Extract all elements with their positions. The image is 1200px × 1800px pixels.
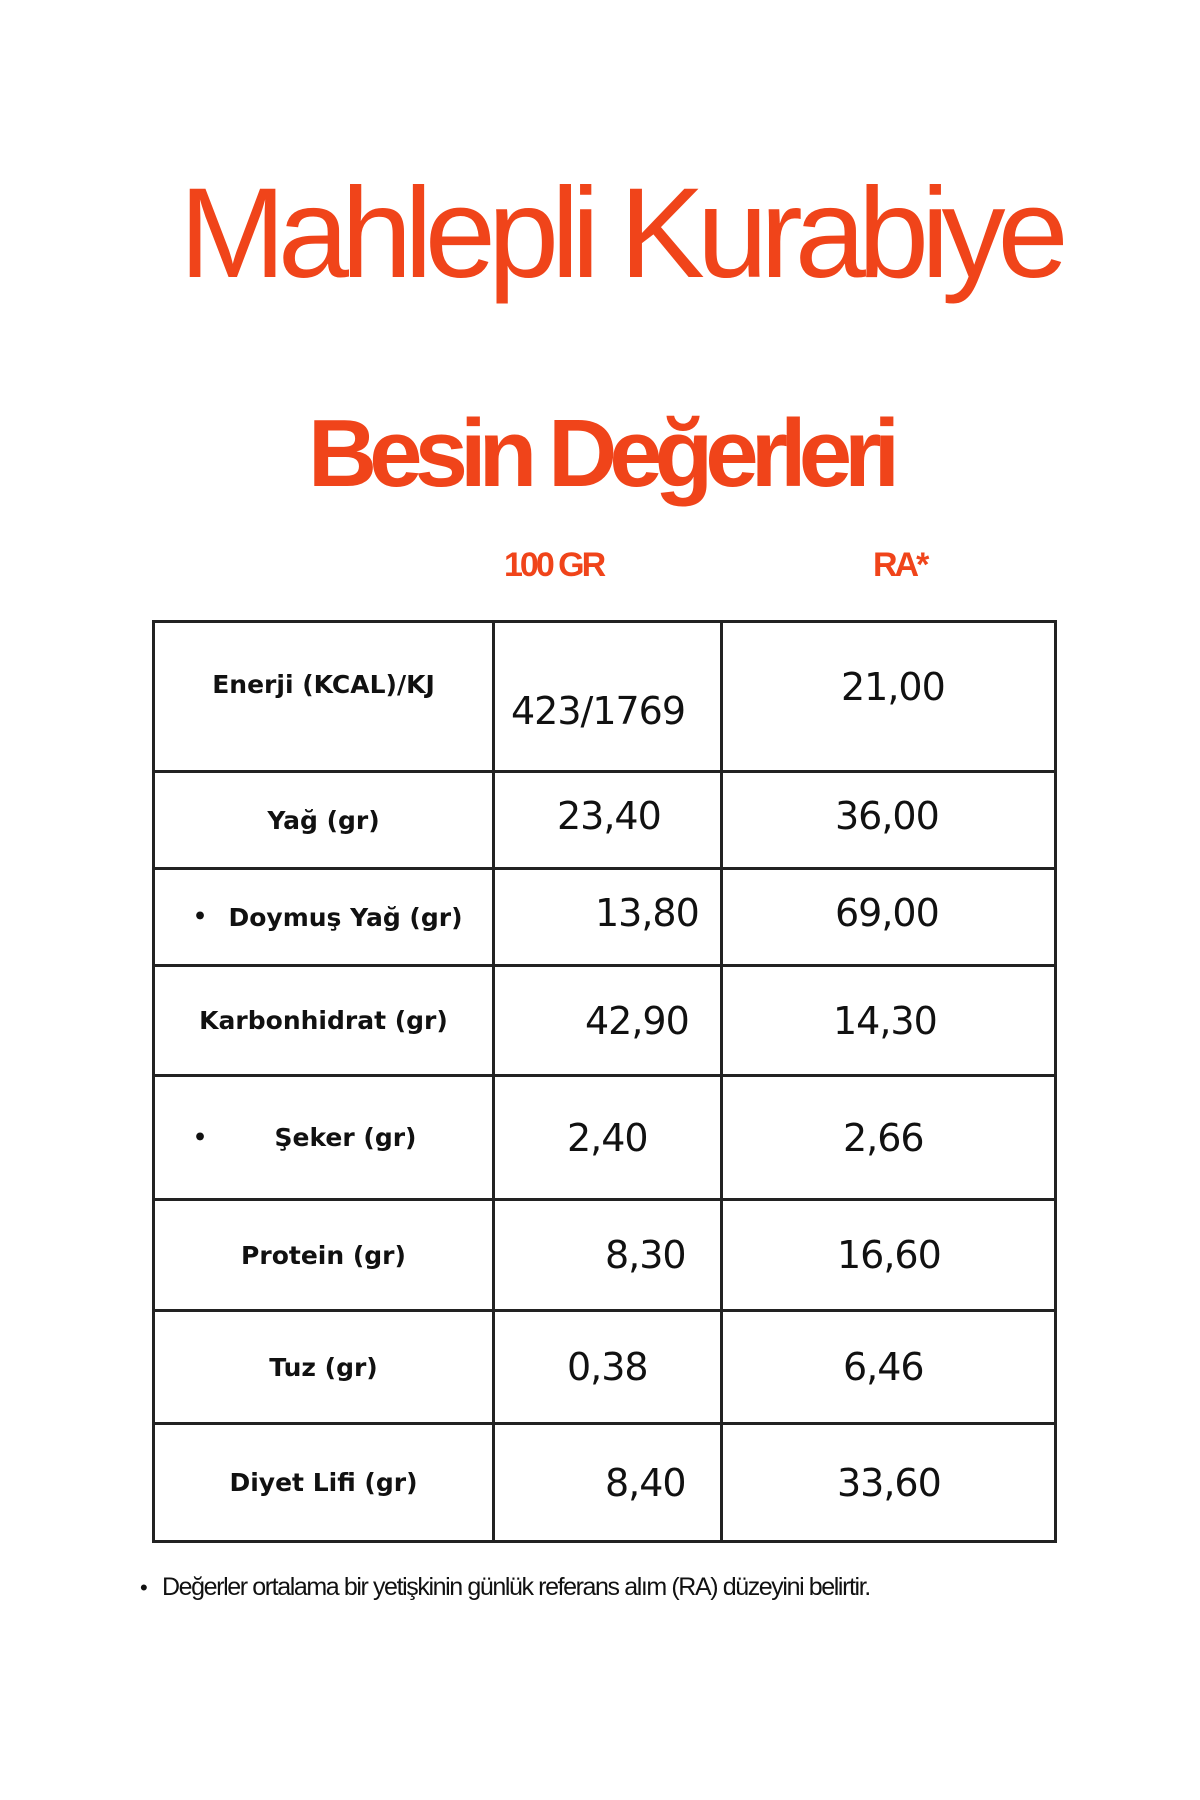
page-title: Mahlepli Kurabiye xyxy=(179,162,1061,305)
per-100g-cell xyxy=(494,966,722,1076)
nutrition-table xyxy=(152,620,1057,1543)
nutrient-name-cell xyxy=(154,869,494,966)
ra-cell xyxy=(722,1311,1056,1424)
nutrient-name-cell xyxy=(154,1311,494,1424)
footnote-text: Değerler ortalama bir yetişkinin günlük referans alım (RA) düzeyini belirtir. xyxy=(162,1573,870,1601)
nutrient-name: Şeker (gr) xyxy=(274,1123,417,1152)
ra-cell xyxy=(722,1200,1056,1311)
bullet-icon: • xyxy=(140,1575,147,1600)
nutrient-name: Karbonhidrat (gr) xyxy=(199,1006,448,1035)
per-100g-value: 8,40 xyxy=(605,1460,686,1505)
ra-value: 21,00 xyxy=(841,664,945,709)
per-100g-cell xyxy=(494,1424,722,1542)
per-100g-value: 2,40 xyxy=(567,1115,648,1160)
ra-value: 2,66 xyxy=(843,1115,924,1160)
nutrient-name-cell xyxy=(154,622,494,772)
table-row xyxy=(154,1311,1056,1424)
column-header-100gr: 100 GR xyxy=(504,546,604,584)
ra-value: 6,46 xyxy=(843,1345,924,1389)
per-100g-value: 0,38 xyxy=(567,1345,648,1389)
ra-cell xyxy=(722,622,1056,772)
bullet-icon: • xyxy=(193,904,208,930)
nutrient-name-cell xyxy=(154,1200,494,1311)
ra-cell xyxy=(722,966,1056,1076)
column-header-ra: RA* xyxy=(873,546,927,584)
table-row xyxy=(154,1424,1056,1542)
table-row xyxy=(154,1200,1056,1311)
per-100g-value: 8,30 xyxy=(605,1233,686,1277)
ra-cell xyxy=(722,869,1056,966)
per-100g-cell xyxy=(494,869,722,966)
per-100g-value: 42,90 xyxy=(585,998,689,1043)
nutrient-name-cell xyxy=(154,772,494,869)
per-100g-cell xyxy=(494,622,722,772)
page-subtitle: Besin Değerleri xyxy=(307,400,893,507)
per-100g-value: 23,40 xyxy=(557,794,661,838)
per-100g-cell xyxy=(494,772,722,869)
nutrient-name-cell xyxy=(154,966,494,1076)
nutrient-name: Protein (gr) xyxy=(241,1240,406,1270)
per-100g-cell xyxy=(494,1076,722,1200)
ra-cell xyxy=(722,772,1056,869)
ra-value: 36,00 xyxy=(835,794,939,838)
table-row xyxy=(154,1076,1056,1200)
per-100g-cell xyxy=(494,1311,722,1424)
ra-value: 33,60 xyxy=(837,1460,941,1505)
ra-value: 69,00 xyxy=(835,891,939,935)
bullet-icon: • xyxy=(193,1125,208,1150)
per-100g-value: 423/1769 xyxy=(511,688,686,733)
ra-value: 16,60 xyxy=(837,1233,941,1277)
footnote xyxy=(140,1573,870,1602)
per-100g-value: 13,80 xyxy=(595,891,699,935)
per-100g-cell xyxy=(494,1200,722,1311)
ra-cell xyxy=(722,1076,1056,1200)
nutrient-name: Yağ (gr) xyxy=(267,805,380,835)
nutrient-name: Enerji (KCAL)/KJ xyxy=(212,670,435,699)
nutrient-name: Diyet Lifi (gr) xyxy=(229,1468,418,1497)
table-row xyxy=(154,869,1056,966)
table-row xyxy=(154,966,1056,1076)
ra-value: 14,30 xyxy=(833,998,937,1043)
nutrient-name: Doymuş Yağ (gr) xyxy=(228,902,463,932)
nutrient-name: Tuz (gr) xyxy=(269,1352,378,1382)
nutrient-name-cell xyxy=(154,1424,494,1542)
table-row xyxy=(154,772,1056,869)
ra-cell xyxy=(722,1424,1056,1542)
table-row xyxy=(154,622,1056,772)
nutrient-name-cell xyxy=(154,1076,494,1200)
